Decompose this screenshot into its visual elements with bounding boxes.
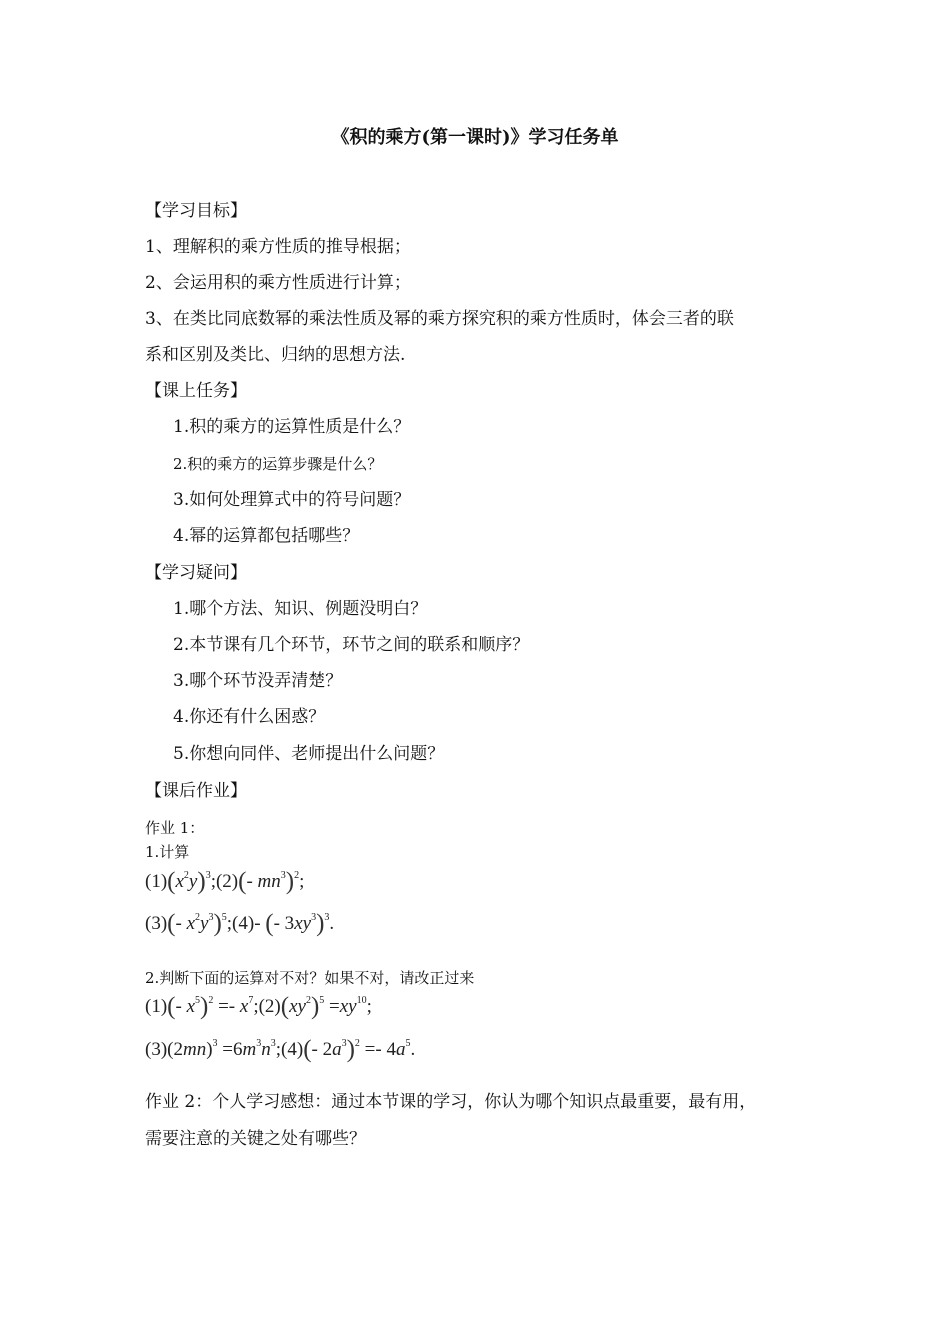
goal-item: 系和区别及类比、归纳的思想方法. <box>145 345 406 365</box>
math-expression-3: (1)(- $x^5)^2$ =- $x^7;(2)(xy^2)^5 =xy^{10}$; <box>145 993 372 1020</box>
math-expression-1: $(1)(x^2y)^3;(2)(-$ $mn^3)^2$; <box>145 868 305 895</box>
task-item: 4.幂的运算都包括哪些？ <box>173 526 360 546</box>
question-item: 3.哪个环节没弄清楚？ <box>173 671 343 691</box>
goal-item: 2、会运用积的乘方性质进行计算； <box>145 273 411 293</box>
homework1-q1-label: 1.计算 <box>145 843 190 861</box>
questions-heading: 【学习疑问】 <box>145 563 247 583</box>
homework2-line: 需要注意的关键之处有哪些？ <box>145 1129 366 1149</box>
question-item: 2.本节课有几个环节，环节之间的联系和顺序？ <box>173 635 530 655</box>
goal-item: 3、在类比同底数幂的乘法性质及幂的乘方探究积的乘方性质时，体会三者的联 <box>145 309 734 329</box>
question-item: 5.你想向同伴、老师提出什么问题？ <box>173 744 445 764</box>
math-expression-2: (3)(- $x^2y^3)^5;(4)-$ (- $3xy^3)^3$. <box>145 910 335 937</box>
goal-item: 1、理解积的乘方性质的推导根据； <box>145 237 411 257</box>
homework1-q2-label: 2.判断下面的运算对不对？如果不对，请改正过来 <box>145 969 475 987</box>
homework-heading: 【课后作业】 <box>145 781 247 801</box>
tasks-heading: 【课上任务】 <box>145 381 247 401</box>
homework2-line: 作业 2：个人学习感想：通过本节课的学习，你认为哪个知识点最重要，最有用， <box>145 1092 757 1112</box>
goals-heading: 【学习目标】 <box>145 201 247 221</box>
task-item: 1.积的乘方的运算性质是什么？ <box>173 417 411 437</box>
task-item: 2.积的乘方的运算步骤是什么？ <box>173 455 383 473</box>
math-expression-4: $(3)(2mn)^3$ $=6m^3n^3;(4)(-$ $2a^3)^2 =- 4a^5$. <box>145 1036 416 1063</box>
task-item: 3.如何处理算式中的符号问题？ <box>173 490 411 510</box>
question-item: 4.你还有什么困惑？ <box>173 707 326 727</box>
question-item: 1.哪个方法、知识、例题没明白？ <box>173 599 428 619</box>
homework1-label: 作业 1： <box>145 819 205 837</box>
page-title: 《积的乘方(第一课时)》学习任务单 <box>331 127 619 148</box>
